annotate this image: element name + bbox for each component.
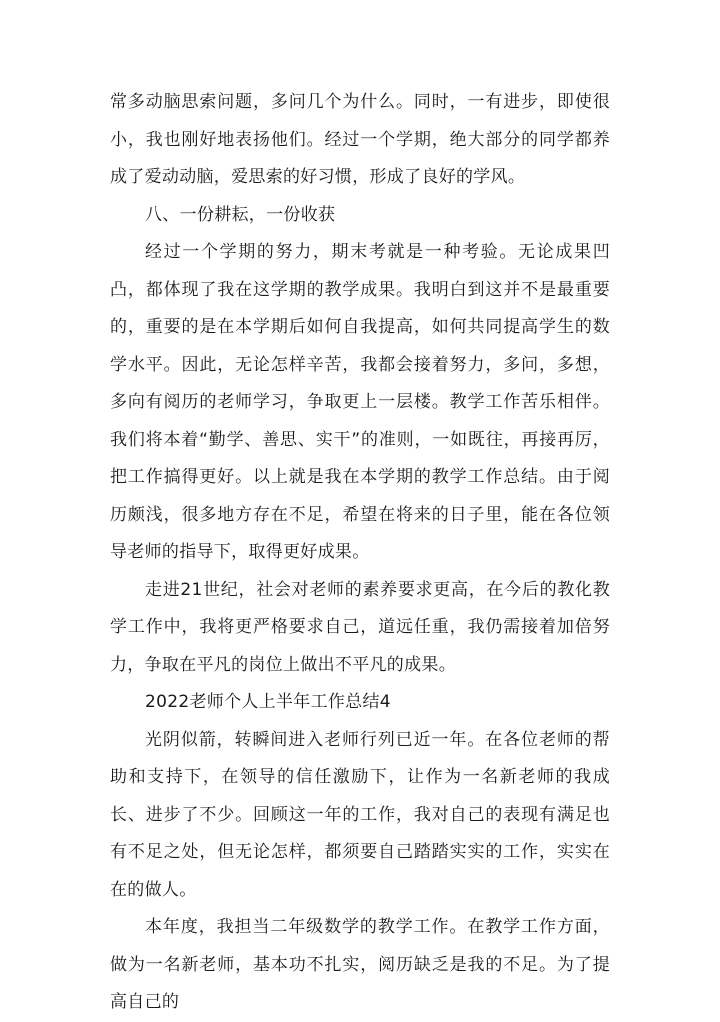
paragraph: 光阴似箭，转瞬间进入老师行列已近一年。在各位老师的帮助和支持下，在领导的信任激励下，让作为一名新老师的我成长、进步了不少。回顾这一年的工作，我对自己的表现有满足也有不足之处，但无论怎样，都须要自己踏踏实实的工作，实实在在的做人。 (110, 729, 610, 900)
paragraph: 本年度，我担当二年级数学的教学工作。在教学工作方面，做为一名新老师，基本功不扎实，阅历缺乏是我的不足。为了提高自己的 (110, 917, 610, 1012)
paragraph: 经过一个学期的努力，期末考就是一种考验。无论成果凹凸，都体现了我在这学期的教学成果。我明白到这并不是最重要的，重要的是在本学期后如何自我提高，如何共同提高学生的数学水平。因此，无论怎样辛苦，我都会接着努力，多问，多想，多向有阅历的老师学习，争取更上一层楼。教学工作苦乐相伴。我们将本着“勤学、善思、实干”的准则，一如既往，再接再厉，把工作搞得更好。以上就是我在本学期的教学工作总结。由于阅历颇浅，很多地方存在不足，希望在将来的日子里，能在各位领导老师的指导下，取得更好成果。 (110, 242, 610, 562)
document-body (110, 84, 610, 1022)
paragraph: 常多动脑思索问题，多问几个为什么。同时，一有进步，即使很小，我也刚好地表扬他们。经过一个学期，绝大部分的同学都养成了爱动动脑，爱思索的好习惯，形成了良好的学风。 (110, 92, 610, 187)
paragraph: 走进21世纪，社会对老师的素养要求更高，在今后的教化教学工作中，我将更严格要求自己，道远任重，我仍需接着加倍努力，争取在平凡的岗位上做出不平凡的成果。 (110, 579, 610, 675)
section-title: 2022老师个人上半年工作总结4 (145, 692, 391, 712)
section-heading: 八、一份耕耘，一份收获 (145, 204, 336, 225)
